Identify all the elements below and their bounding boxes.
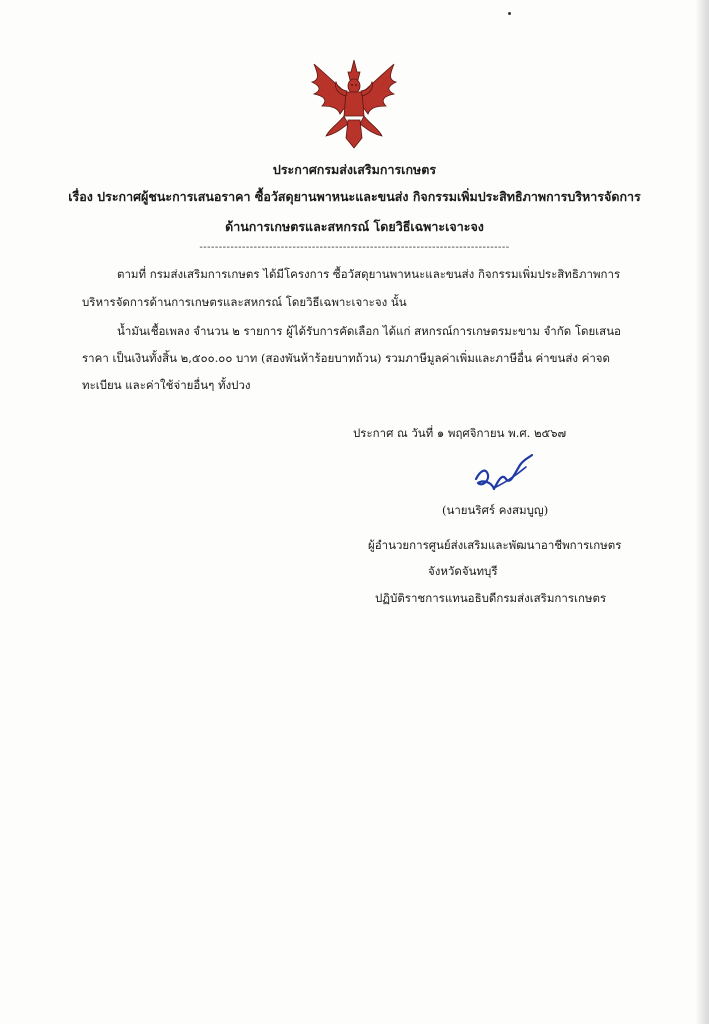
signatory-name: (นายนริศร์ คงสมบูญ): [442, 503, 549, 517]
body-line-3: น้ำมันเชื้อเพลง จำนวน ๒ รายการ ผู้ได้รับการคัดเลือก ได้แก่ สหกรณ์การเกษตรมะขาม จำกัด โดยเสนอ: [117, 324, 621, 338]
body-line-4: ราคา เป็นเงินทั้งสิ้น ๒,๕๐๐.๐๐ บาท (สองพันห้าร้อยบาทถ้วน) รวมภาษีมูลค่าเพิ่มและภาษีอื่น ค่าขนส่ง ค่าจด: [82, 351, 610, 365]
signatory-position-3: ปฏิบัติราชการแทนอธิบดีกรมส่งเสริมการเกษตร: [375, 591, 607, 605]
handwritten-signature: [466, 453, 536, 495]
announcement-agency: ประกาศกรมส่งเสริมการเกษตร: [272, 162, 437, 177]
announcement-subject-line2: ด้านการเกษตรและสหกรณ์ โดยวิธีเฉพาะเจาะจง: [225, 219, 484, 234]
body-line-2: บริหารจัดการด้านการเกษตรและสหกรณ์ โดยวิธีเฉพาะเจาะจง นั้น: [82, 295, 407, 309]
body-line-5: ทะเบียน และค่าใช้จ่ายอื่นๆ ทั้งปวง: [82, 378, 251, 392]
scan-speck: [508, 12, 511, 15]
garuda-emblem-icon: [300, 58, 408, 150]
page-edge-shadow: [695, 0, 709, 1024]
signatory-position-2: จังหวัดจันทบุรี: [428, 564, 498, 578]
divider-line: --------------------------------------------------------------------------------: [199, 242, 510, 253]
announcement-subject-line1: เรื่อง ประกาศผู้ชนะการเสนอราคา ซื้อวัสดุยานพาหนะและขนส่ง กิจกรรมเพิ่มประสิทธิภาพการบริหารจัดการ: [68, 189, 641, 204]
announce-date: ประกาศ ณ วันที่ ๑ พฤศจิกายน พ.ศ. ๒๕๖๗: [353, 426, 567, 440]
signatory-position-1: ผู้อำนวยการศูนย์ส่งเสริมและพัฒนาอาชีพการเกษตร: [368, 538, 622, 552]
body-line-1: ตามที่ กรมส่งเสริมการเกษตร ได้มีโครงการ ซื้อวัสดุยานพาหนะและขนส่ง กิจกรรมเพิ่มประสิทธิภาพการ: [117, 267, 621, 281]
